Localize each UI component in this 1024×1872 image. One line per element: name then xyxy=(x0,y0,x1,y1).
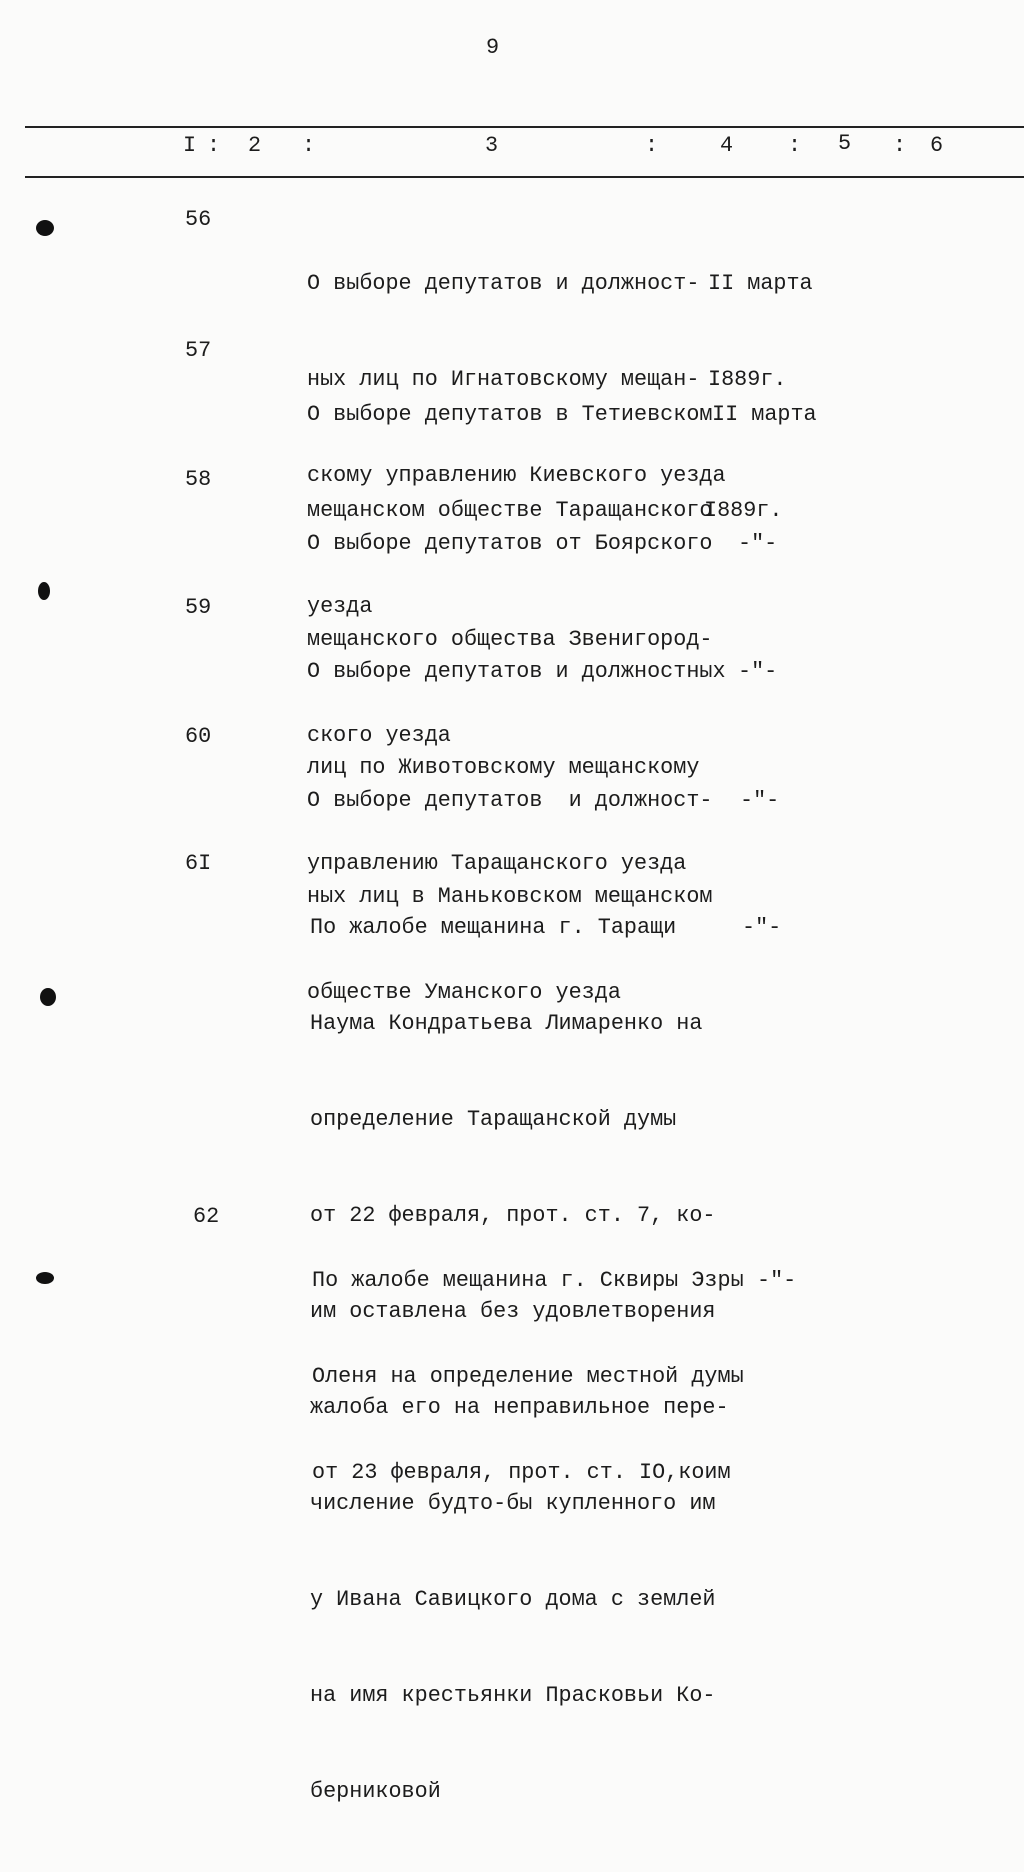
text-line: определение Таращанской думы xyxy=(310,1107,677,1132)
page-number: 9 xyxy=(486,35,500,60)
col-6: 6 xyxy=(930,133,944,158)
text-line: берниковой xyxy=(310,1779,441,1804)
entry-number: 56 xyxy=(185,207,212,232)
date-line: II марта xyxy=(712,402,817,427)
text-line: скому управлению Киевского уезда xyxy=(307,463,726,488)
scan-speck xyxy=(40,988,56,1006)
entry-number: 58 xyxy=(185,467,212,492)
date-line: II марта xyxy=(708,271,813,296)
text-line: ных лиц по Игнатовскому мещан- xyxy=(307,367,700,392)
col-4: 4 xyxy=(720,133,734,158)
date-line: -"- xyxy=(738,659,778,684)
text-line: от 23 февраля, прот. ст. IO,коим xyxy=(312,1460,731,1485)
entry-date xyxy=(742,848,794,1008)
text-line: числение будто-бы купленного им xyxy=(310,1491,716,1516)
text-line: Оленя на определение местной думы xyxy=(312,1364,744,1389)
text-line: О выборе депутатов в Тетиевском xyxy=(307,402,713,427)
entry-number: 6I xyxy=(185,851,212,876)
text-line: О выборе депутатов от Боярского xyxy=(307,531,713,556)
text-line: управлению Таращанского уезда xyxy=(307,851,687,876)
text-line: ных лиц в Маньковском мещанском xyxy=(307,884,713,909)
text-line: О выборе депутатов и должност- xyxy=(307,788,713,813)
entry-title xyxy=(312,1201,744,1553)
header-top-rule xyxy=(25,126,1024,128)
scan-speck xyxy=(38,582,50,600)
text-line: По жалобе мещанина г. Сквиры Эзры xyxy=(312,1268,744,1293)
date-line: -"- xyxy=(738,531,778,556)
date-line: I889г. xyxy=(704,498,783,523)
entry-number: 59 xyxy=(185,595,212,620)
text-line: По жалобе мещанина г. Таращи xyxy=(310,915,677,940)
date-line: -"- xyxy=(740,788,780,813)
text-line: О выборе депутатов и должност- xyxy=(307,271,700,296)
text-line: мещанского общества Звенигород- xyxy=(307,627,713,652)
date-line: I889г. xyxy=(708,367,787,392)
text-line: лиц по Животовскому мещанскому xyxy=(307,755,700,780)
scan-speck xyxy=(36,220,54,236)
col-5: 5 xyxy=(838,131,852,156)
header-bottom-rule xyxy=(25,176,1024,178)
col-sep: : xyxy=(207,133,221,158)
text-line: у Ивана Савицкого дома с землей xyxy=(310,1587,716,1612)
entry-number: 57 xyxy=(185,338,212,363)
col-3: 3 xyxy=(485,133,499,158)
col-sep: : xyxy=(302,133,316,158)
date-line: -"- xyxy=(757,1268,797,1293)
entry-number: 62 xyxy=(193,1204,220,1229)
text-line: жалоба его на неправильное пере- xyxy=(310,1395,729,1420)
text-line: обществе Уманского уезда xyxy=(307,980,621,1005)
text-line: Наума Кондратьева Лимаренко на xyxy=(310,1011,703,1036)
col-sep: : xyxy=(788,133,802,158)
text-line: им оставлена без удовлетворения xyxy=(310,1299,716,1324)
col-2: 2 xyxy=(248,133,262,158)
date-line: -"- xyxy=(742,915,782,940)
text-line: мещанском обществе Таращанского xyxy=(307,498,713,523)
text-line: от 22 февраля, прот. ст. 7, ко- xyxy=(310,1203,716,1228)
entry-number: 60 xyxy=(185,724,212,749)
col-1: I xyxy=(183,133,197,158)
scan-speck xyxy=(36,1272,54,1284)
text-line: на имя крестьянки Прасковьи Ко- xyxy=(310,1683,716,1708)
col-sep: : xyxy=(645,133,659,158)
text-line: О выборе депутатов и должностных xyxy=(307,659,726,684)
text-line: уезда xyxy=(307,594,373,619)
entry-date xyxy=(757,1201,809,1361)
text-line: ского уезда xyxy=(307,723,451,748)
col-sep: : xyxy=(893,133,907,158)
